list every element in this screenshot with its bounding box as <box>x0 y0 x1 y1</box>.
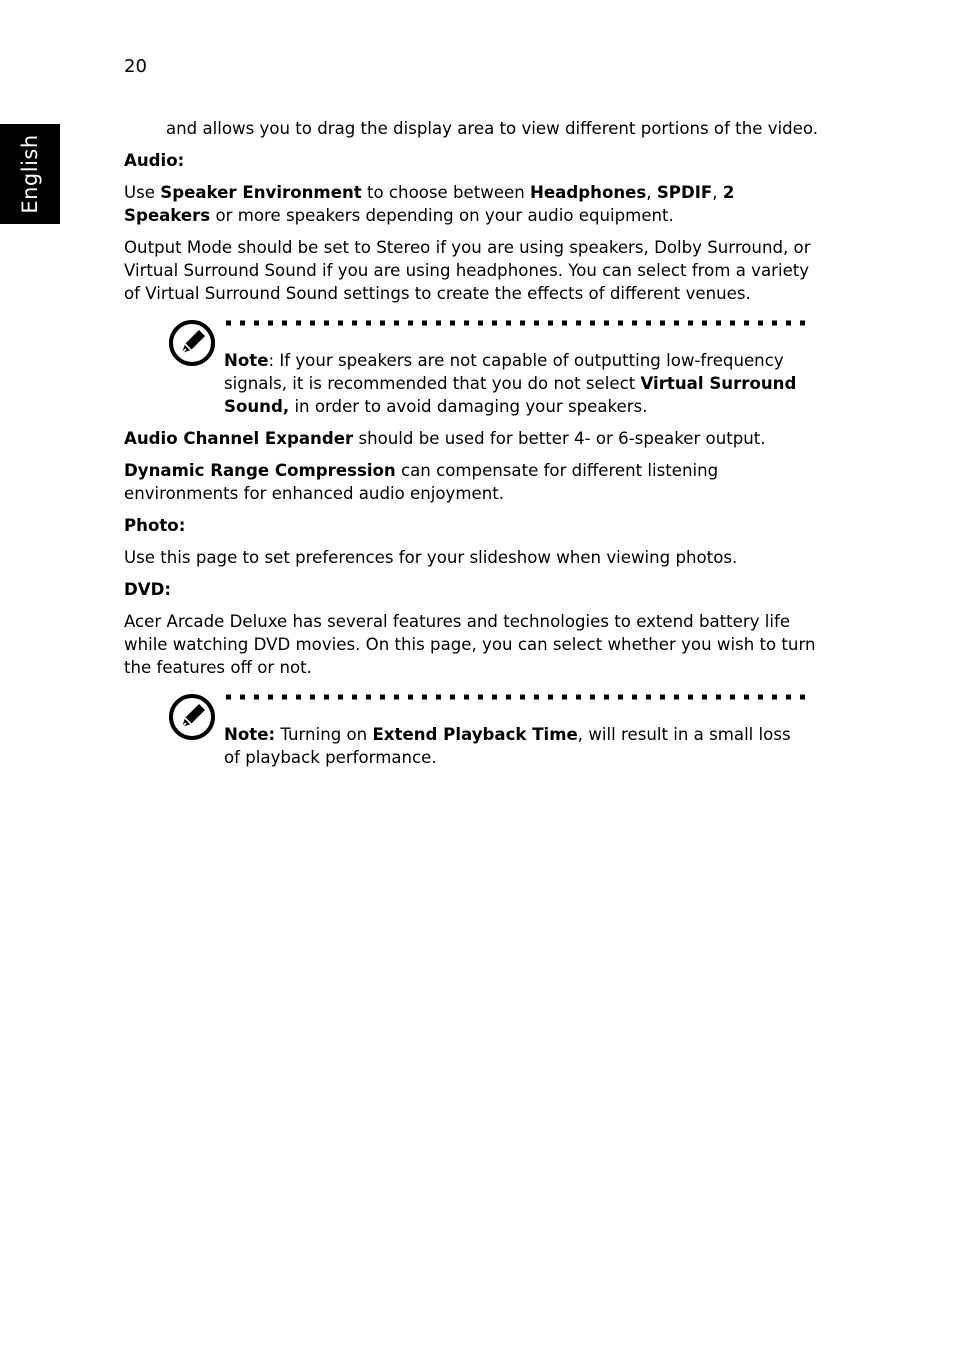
dvd-heading: DVD: <box>124 580 172 599</box>
text: can compensate for different listening environments for enhanced audio enjoyment. <box>124 461 719 503</box>
page-number: 20 <box>124 56 147 77</box>
note-dotted-rule <box>224 319 824 333</box>
audio-note <box>124 319 824 418</box>
text: to choose between <box>361 183 531 202</box>
audio-heading: Audio: <box>124 151 185 170</box>
text: : If your speakers are not capable of outputting low-frequency signals, it is recommended that you do not select <box>224 351 784 393</box>
language-tab <box>0 124 60 224</box>
intro-continuation: and allows you to drag the display area to view different portions of the video. <box>166 119 819 138</box>
photo-heading: Photo: <box>124 516 186 535</box>
note-dotted-rule <box>224 693 824 707</box>
term-headphones: Headphones <box>530 183 647 202</box>
language-tab-label: English <box>18 134 42 214</box>
audio-speaker-paragraph <box>124 181 824 227</box>
text: in order to avoid damaging your speakers. <box>289 397 648 416</box>
text: , <box>712 183 723 202</box>
term-spdif: SPDIF <box>656 183 713 202</box>
text: or more speakers depending on your audio equipment. <box>210 206 674 225</box>
text: , <box>646 183 657 202</box>
audio-output-mode-paragraph: Output Mode should be set to Stereo if you are using speakers, Dolby Surround, or Virtual Surround Sound if you are using headphones. You can select from a variety of Virtual Surround Sound settings to create the effects of different venues. <box>124 238 811 303</box>
term-virtual-surround-sound: Virtual Surround Sound, <box>224 374 797 416</box>
audio-note-text <box>224 349 799 418</box>
photo-paragraph: Use this page to set preferences for your slideshow when viewing photos. <box>124 548 738 567</box>
term-speaker-environment: Speaker Environment <box>160 183 362 202</box>
dvd-note-text <box>224 723 799 769</box>
term-extend-playback-time: Extend Playback Time <box>372 725 578 744</box>
term-dynamic-range-compression: Dynamic Range Compression <box>124 461 396 480</box>
text: Use <box>124 183 161 202</box>
note-pencil-icon <box>168 319 216 367</box>
page-content <box>124 117 824 778</box>
text: should be used for better 4- or 6-speaker output. <box>353 429 766 448</box>
audio-channel-expander-paragraph <box>124 427 824 450</box>
dvd-note <box>124 693 824 769</box>
note-label: Note: <box>224 725 276 744</box>
term-audio-channel-expander: Audio Channel Expander <box>124 429 354 448</box>
dvd-paragraph: Acer Arcade Deluxe has several features and technologies to extend battery life while watching DVD movies. On this page, you can select whether you wish to turn the features off or not. <box>124 612 816 677</box>
note-label: Note <box>224 351 269 370</box>
note-pencil-icon <box>168 693 216 741</box>
term-2-speakers: 2 Speakers <box>124 183 735 225</box>
text: , will result in a small loss of playback performance. <box>224 725 791 767</box>
text: Turning on <box>275 725 373 744</box>
dynamic-range-paragraph <box>124 459 824 505</box>
